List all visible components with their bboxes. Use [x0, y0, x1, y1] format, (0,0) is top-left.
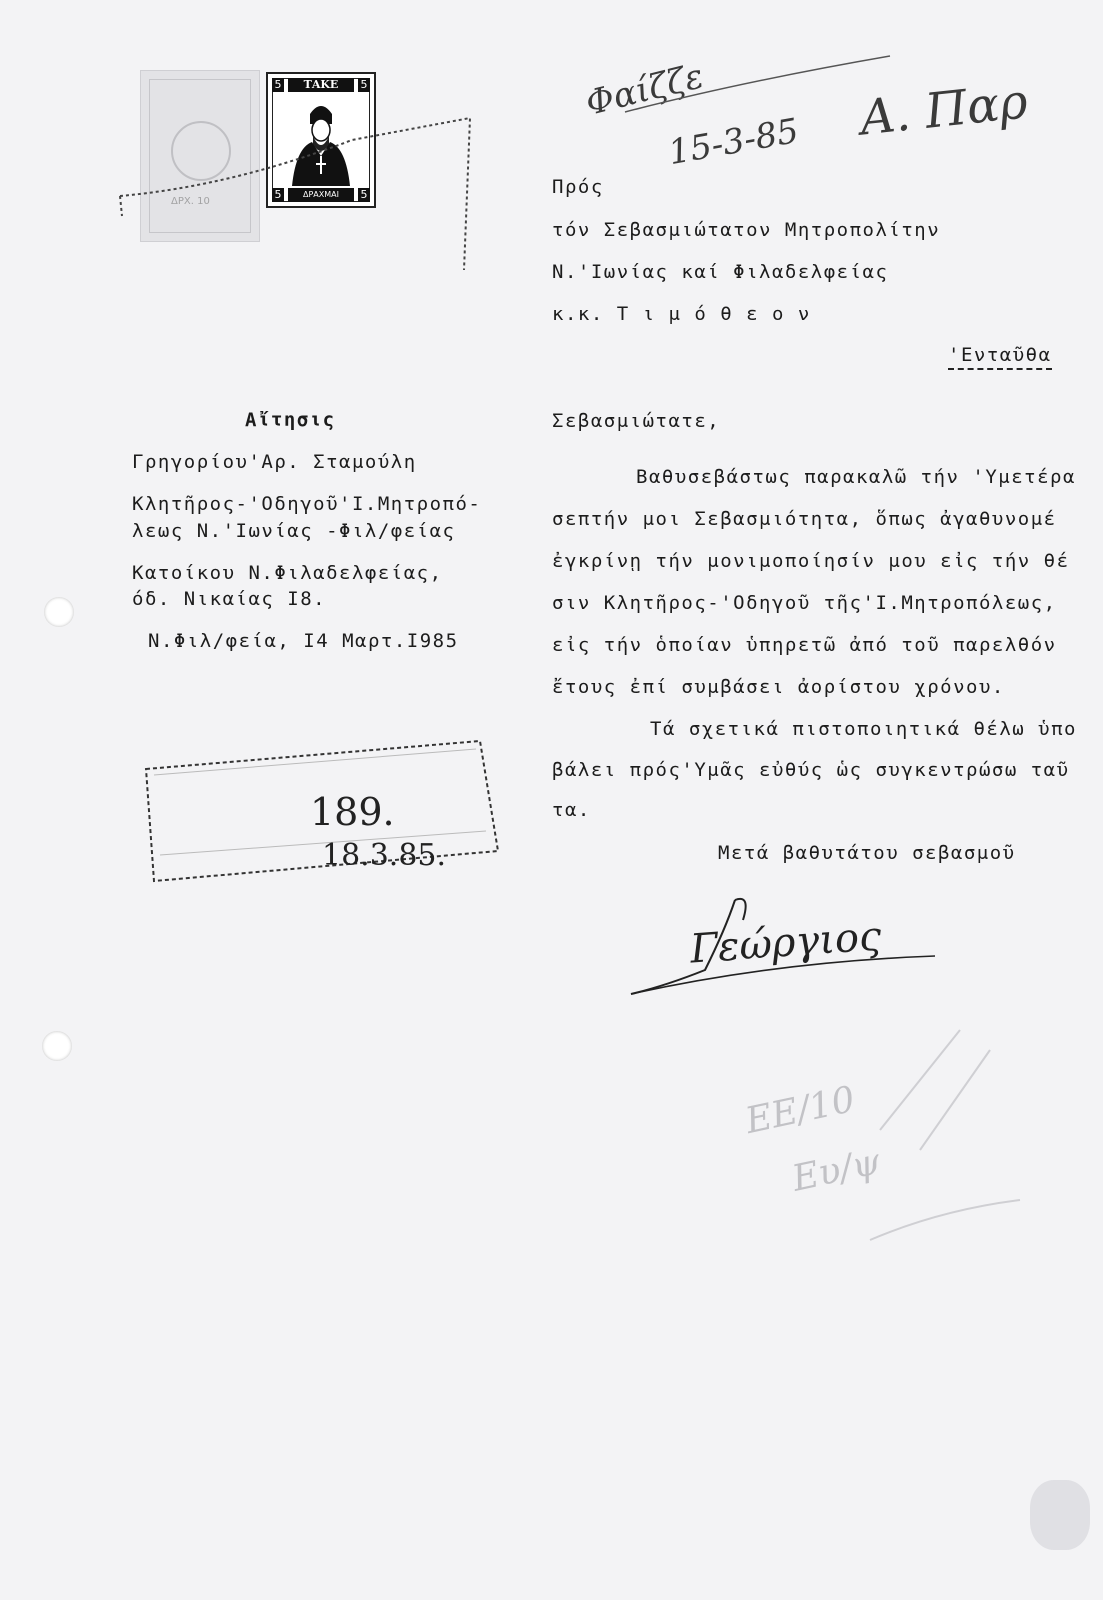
body-line-9: τα. [552, 799, 591, 821]
applicant-role-line-1: Κλητῆρος-'Οδηγοῦ'Ι.Μητροπό- [132, 493, 482, 515]
applicant-residence-line-1: Κατοίκου Ν.Φιλαδελφείας, [132, 562, 443, 584]
body-line-8: βάλει πρός'Υμᾶς εὐθύς ὡς συγκεντρώσω ταῦ [552, 759, 1070, 781]
handwritten-date-top: 15-3-85 [665, 110, 802, 174]
punch-hole [44, 597, 74, 627]
body-line-6: ἔτους ἐπί συμβάσει ἀορίστου χρόνου. [552, 676, 1005, 698]
stamp-value-corner: 5 [272, 188, 284, 202]
stamp-value-corner: 5 [272, 78, 284, 92]
handwritten-initials: Α. Παρ [857, 73, 1031, 147]
body-line-1: Βαθυσεβάστως παρακαλῶ τήν 'Υμετέρα [636, 466, 1076, 488]
registry-date: 18.3.85. [322, 838, 447, 873]
stamp-value-text: ΔΡΧ. 10 [171, 196, 210, 207]
stamp-value-corner: 5 [358, 78, 370, 92]
recipient-line-3: κ.κ. Τ ι μ ό θ ε ο ν [552, 303, 811, 325]
signature-flourish [625, 890, 945, 1000]
corner-smudge [1030, 1480, 1090, 1550]
punch-hole [42, 1031, 72, 1061]
stamp-value-corner: 5 [358, 188, 370, 202]
recipient-pros: Πρός [552, 176, 604, 198]
registry-number: 189. [310, 790, 395, 834]
stamp-top-text: ΤΑΚΕ [288, 78, 354, 92]
body-line-2: σεπτήν μοι Σεβασμιότητα, ὅπως ἀγαθυνομέ [552, 508, 1057, 530]
body-line-4: σιν Κλητῆρος-'Οδηγοῦ τῆς'Ι.Μητροπόλεως, [552, 592, 1057, 614]
applicant-residence-line-2: όδ. Νικαίας Ι8. [132, 588, 327, 610]
salutation: Σεβασμιώτατε, [552, 410, 721, 432]
applicant-place-date: Ν.Φιλ/φεία, Ι4 Μαρτ.Ι985 [148, 630, 459, 652]
body-line-7: Τά σχετικά πιστοποιητικά θέλω ὑπο [650, 718, 1077, 740]
faint-note-line-2: Ευ/ψ [788, 1141, 884, 1200]
faint-note-line-1: ΕΕ/10 [741, 1078, 859, 1143]
stamp-cancellation-frame [112, 100, 482, 290]
recipient-line-1: τόν Σεβασμιώτατον Μητροπολίτην [552, 219, 941, 241]
faint-note-strokes [860, 1010, 1080, 1250]
handwritten-note-top: Φαίζζε [581, 56, 708, 124]
recipient-entaftha: 'Ενταῦθα [948, 344, 1052, 370]
stamp-bottom-text: ΔΡΑΧΜΑΙ [288, 188, 354, 202]
signature: Γεώργιος [688, 913, 883, 973]
recipient-line-2: Ν.'Ιωνίας καί Φιλαδελφείας [552, 261, 889, 283]
applicant-role-line-2: λεως Ν.'Ιωνίας -Φιλ/φείας [132, 520, 456, 542]
closing-line: Μετά βαθυτάτου σεβασμοῦ [718, 842, 1016, 864]
handwritten-underline [620, 52, 900, 122]
body-line-3: ἐγκρίνῃ τήν μονιμοποίησίν μου εἰς τήν θέ [552, 550, 1070, 572]
applicant-name: Γρηγορίου'Αρ. Σταμούλη [132, 451, 417, 473]
application-title: Αἴτησις [245, 409, 336, 431]
body-line-5: εἰς τήν ὁποίαν ὑπηρετῶ ἀπό τοῦ παρελθόν [552, 634, 1057, 656]
